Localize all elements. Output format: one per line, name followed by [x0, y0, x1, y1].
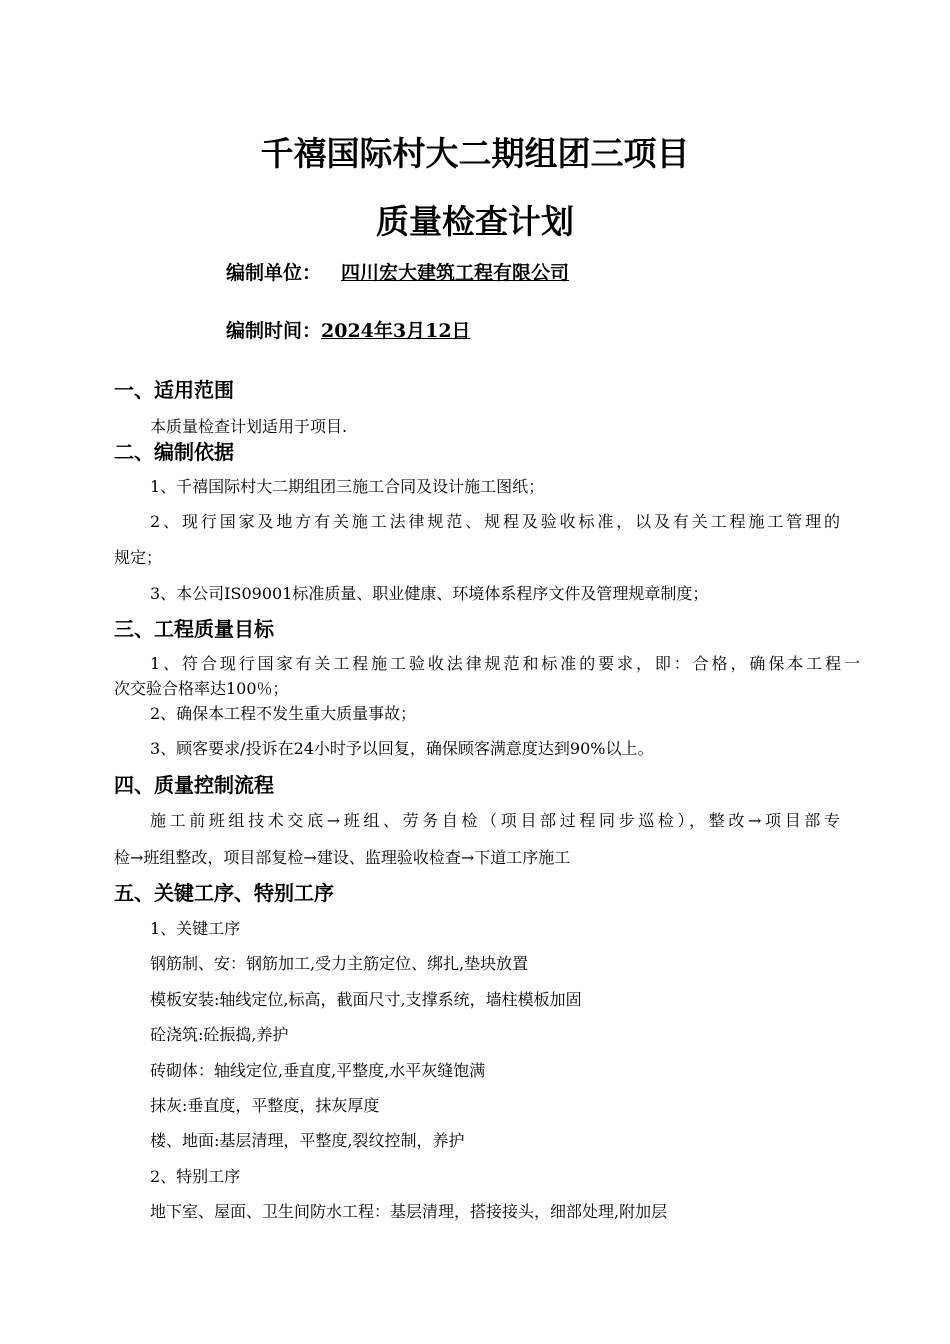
compiling-unit-label: 编制单位： [226, 262, 322, 284]
paragraph: 2、确保本工程不发生重大质量事故； [150, 704, 417, 723]
section-heading: 二、编制依据 [114, 440, 234, 464]
document-title: 千禧国际村大二期组团三项目 [260, 134, 690, 173]
list-item: 2、特别工序 [150, 1167, 241, 1186]
section-heading: 四、质量控制流程 [114, 773, 274, 797]
section-heading: 五、关键工序、特别工序 [114, 881, 334, 905]
paragraph: 2、现行国家及地方有关施工法律规范、规程及验收标准，以及有关工程施工管理的 [150, 512, 840, 531]
compiling-unit-value: 四川宏大建筑工程有限公司 [341, 262, 570, 284]
list-item: 楼、地面:基层清理，平整度,裂纹控制，养护 [150, 1131, 465, 1150]
list-item: 抹灰:垂直度，平整度，抹灰厚度 [150, 1096, 380, 1115]
paragraph: 检→班组整改，项目部复检→建设、监理验收检查→下道工序施工 [114, 848, 571, 867]
compiling-date-label: 编制时间： [226, 320, 322, 342]
paragraph: 次交验合格率达100％； [114, 679, 289, 698]
list-item: 砼浇筑:砼振捣,养护 [150, 1025, 289, 1044]
section-heading: 三、工程质量目标 [114, 617, 274, 641]
compiling-unit [226, 258, 589, 285]
paragraph: 1、千禧国际村大二期组团三施工合同及设计施工图纸； [150, 477, 545, 496]
paragraph: 1、符合现行国家有关工程施工验收法律规范和标准的要求，即：合格，确保本工程一 [150, 654, 860, 673]
list-item: 模板安装:轴线定位,标高，截面尺寸,支撑系统，墙柱模板加固 [150, 990, 582, 1009]
paragraph: 规定； [114, 548, 163, 567]
list-item: 地下室、屋面、卫生间防水工程：基层清理，搭接接头，细部处理,附加层 [150, 1202, 668, 1221]
list-item: 钢筋制、安：钢筋加工,受力主筋定位、绑扎,垫块放置 [150, 954, 529, 973]
paragraph: 3、本公司IS09001标准质量、职业健康、环境体系程序文件及管理规章制度； [150, 584, 709, 603]
paragraph: 本质量检查计划适用于项目. [150, 417, 348, 436]
compiling-date-value: 2024年3月12日 [321, 320, 471, 342]
paragraph: 3、顾客要求/投诉在24小时予以回复，确保顾客满意度达到90%以上。 [150, 739, 654, 758]
document-subtitle: 质量检查计划 [376, 202, 574, 241]
compiling-date [226, 316, 471, 343]
list-item: 砖砌体：轴线定位,垂直度,平整度,水平灰缝饱满 [150, 1061, 486, 1080]
paragraph: 施工前班组技术交底→班组、劳务自检（项目部过程同步巡检），整改→项目部专 [150, 811, 840, 830]
section-heading: 一、适用范围 [114, 378, 234, 402]
list-item: 1、关键工序 [150, 919, 241, 938]
